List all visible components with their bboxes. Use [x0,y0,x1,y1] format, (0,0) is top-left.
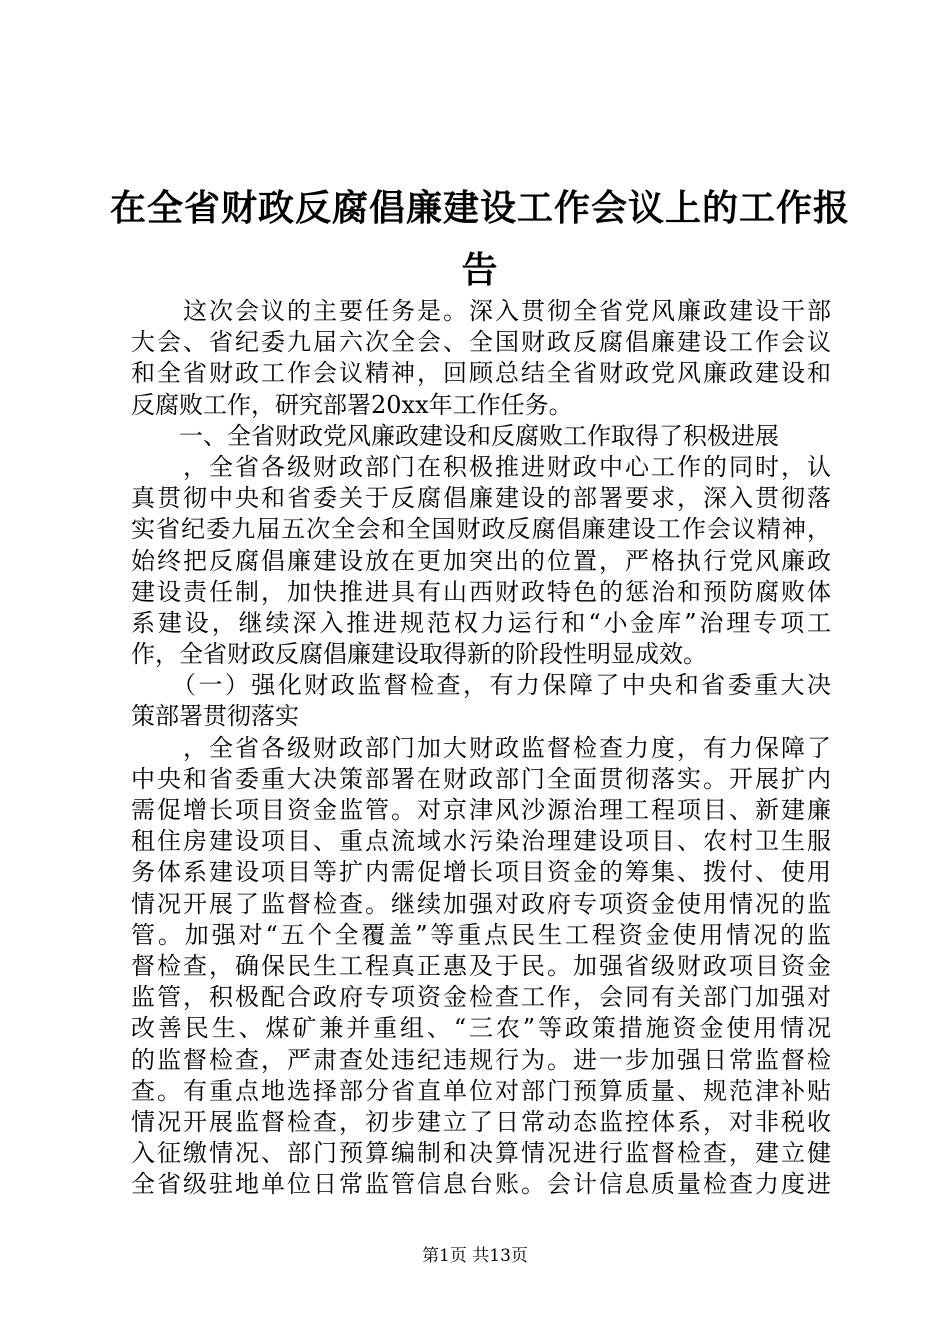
body-line: 这次会议的主要任务是。深入贯彻全省党风廉政建设干部 [131,297,831,325]
body-line: 务体系建设项目等扩内需促增长项目资金的筹集、拨付、使用 [131,858,831,887]
title-line-1: 在全省财政反腐倡廉建设工作会议上的工作报 [109,188,850,229]
body-line: 情况开展监督检查，初步建立了日常动态监控体系，对非税收 [131,1107,831,1136]
body-line: 始终把反腐倡廉建设放在更加突出的位置，严格执行党风廉政 [131,546,831,575]
body-line: 的监督检查，严肃查处违纪违规行为。进一步加强日常监督检 [131,1045,831,1074]
body-line: 情况开展了监督检查。继续加强对政府专项资金使用情况的监 [131,889,831,918]
title-line-2: 告 [461,250,499,291]
body-line: 作，全省财政反腐倡廉建设取得新的阶段性明显成效。 [131,640,707,669]
body-line: 需促增长项目资金监管。对京津风沙源治理工程项目、新建廉 [131,796,831,824]
document-body [131,296,831,1200]
body-line: 真贯彻中央和省委关于反腐倡廉建设的部署要求，深入贯彻落 [131,484,831,513]
body-line: 大会、省纪委九届六次全会、全国财政反腐倡廉建设工作会议 [131,328,831,357]
subsection-heading: 策部署贯彻落实 [131,702,299,731]
body-line: ，全省各级财政部门在积极推进财政中心工作的同时，认 [131,452,831,481]
document-title [100,178,860,302]
page-footer: 第1页 共13页 [422,1246,528,1266]
body-line: 入征缴情况、部门预算编制和决算情况进行监督检查，建立健 [131,1139,831,1168]
body-line: 管。加强对“五个全覆盖”等重点民生工程资金使用情况的监 [131,920,831,949]
body-line: 监管，积极配合政府专项资金检查工作，会同有关部门加强对 [131,983,831,1012]
body-line: 全省级驻地单位日常监管信息台账。会计信息质量检查力度进 [131,1170,831,1199]
body-line: 实省纪委九届五次全会和全国财政反腐倡廉建设工作会议精神， [131,515,831,544]
body-line: 中央和省委重大决策部署在财政部门全面贯彻落实。开展扩内 [131,764,831,793]
body-line: 改善民生、煤矿兼并重组、“三农”等政策措施资金使用情况 [131,1014,831,1043]
body-line: 查。有重点地选择部分省直单位对部门预算质量、规范津补贴 [131,1076,831,1105]
body-line: 督检查，确保民生工程真正惠及于民。加强省级财政项目资金 [131,951,831,980]
body-line: 系建设，继续深入推进规范权力运行和“小金库”治理专项工 [131,608,831,637]
body-line: 租住房建设项目、重点流域水污染治理建设项目、农村卫生服 [131,827,831,856]
body-line: 和全省财政工作会议精神，回顾总结全省财政党风廉政建设和 [131,359,831,388]
subsection-heading: （一）强化财政监督检查，有力保障了中央和省委重大决 [131,671,831,700]
section-heading: 一、全省财政党风廉政建设和反腐败工作取得了积极进展 [131,421,779,450]
body-line: 建设责任制，加快推进具有山西财政特色的惩治和预防腐败体 [131,577,831,606]
body-line: 反腐败工作，研究部署20xx年工作任务。 [131,390,573,419]
body-line: ，全省各级财政部门加大财政监督检查力度，有力保障了 [131,733,831,762]
